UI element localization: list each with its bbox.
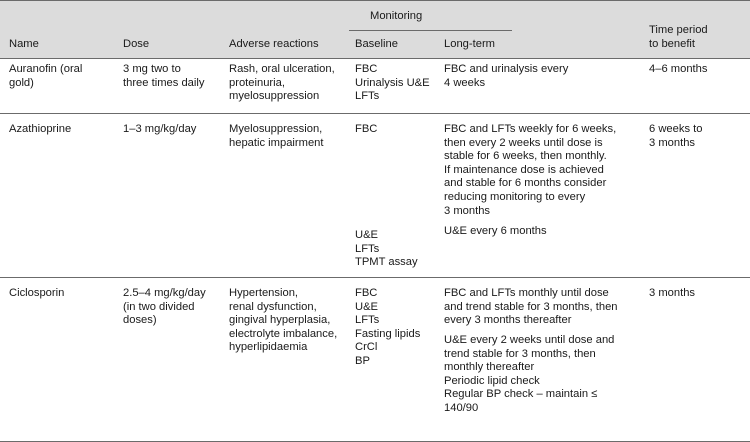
header-monitoring: Monitoring [370, 10, 423, 22]
cell-dose: 2.5–4 mg/kg/day (in two divided doses) [123, 287, 206, 327]
row-divider [0, 277, 750, 278]
top-rule [0, 0, 750, 1]
cell-baseline: FBC Urinalysis U&E LFTs [355, 63, 430, 103]
cell-time: 4–6 months [649, 63, 708, 75]
cell-dose: 3 mg two to three times daily [123, 63, 205, 89]
header-time-period: Time period to benefit [649, 24, 708, 50]
cell-baseline: FBC [355, 123, 378, 135]
cell-baseline: U&E LFTs TPMT assay [355, 229, 418, 269]
cell-long-term: U&E every 6 months [444, 225, 547, 237]
header-adverse-reactions: Adverse reactions [229, 38, 319, 50]
cell-long-term: U&E every 2 weeks until dose and trend stable for 3 months, then monthly thereafter Periodic lipid check Regular BP check – maintain ≤ 140/90 [444, 334, 615, 414]
cell-adverse: Myelosuppression, hepatic impairment [229, 123, 324, 149]
header-dose: Dose [123, 38, 150, 50]
cell-name: Azathioprine [9, 123, 72, 135]
header-long-term: Long-term [444, 38, 495, 50]
cell-name: Auranofin (oral gold) [9, 63, 83, 89]
monitoring-group-rule [349, 30, 512, 31]
header-baseline: Baseline [355, 38, 398, 50]
cell-name: Ciclosporin [9, 287, 65, 299]
header-name: Name [9, 38, 39, 50]
cell-time: 3 months [649, 287, 696, 299]
cell-baseline: FBC U&E LFTs Fasting lipids CrCl BP [355, 287, 421, 367]
cell-long-term: FBC and urinalysis every 4 weeks [444, 63, 569, 89]
cell-adverse: Rash, oral ulceration, proteinuria, myelosuppression [229, 63, 335, 103]
cell-long-term: FBC and LFTs weekly for 6 weeks, then every 2 weeks until dose is stable for 6 weeks, then monthly. If maintenance dose is achieved and stable for 6 months consider reducing monitoring to every 3 months [444, 123, 617, 217]
cell-long-term: FBC and LFTs monthly until dose and trend stable for 3 months, then every 3 months thereafter [444, 287, 618, 327]
cell-time: 6 weeks to 3 months [649, 123, 703, 149]
header-rule [0, 58, 750, 59]
row-divider [0, 113, 750, 114]
cell-adverse: Hypertension, renal dysfunction, gingival hyperplasia, electrolyte imbalance, hyperlipidaemia [229, 287, 338, 354]
cell-dose: 1–3 mg/kg/day [123, 123, 197, 135]
